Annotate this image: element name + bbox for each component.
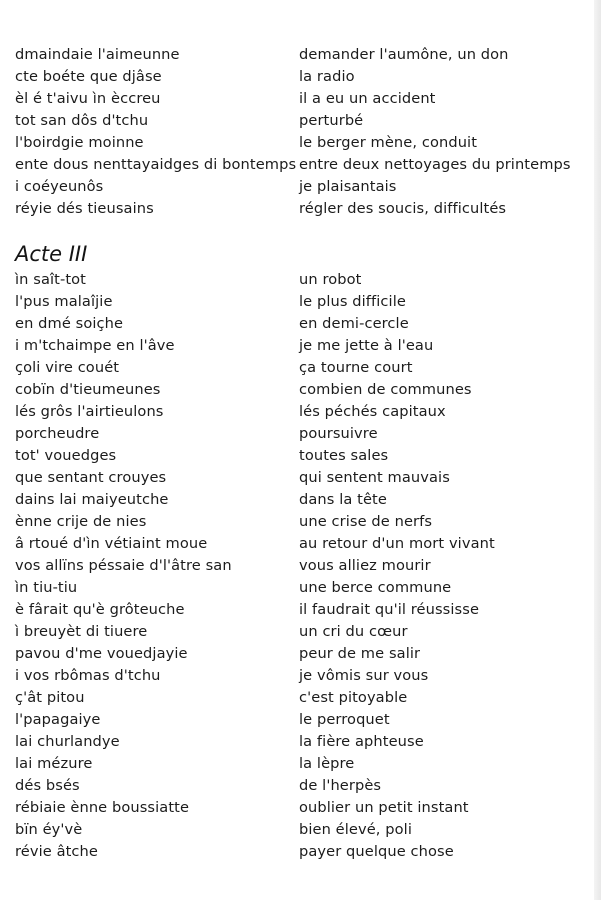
patois-term: i m'tchaimpe en l'âve (15, 337, 175, 354)
french-column-act (299, 269, 589, 863)
french-translation: poursuivre (299, 425, 378, 442)
patois-term: tot san dôs d'tchu (15, 112, 149, 129)
french-translation: perturbé (299, 112, 364, 129)
patois-term: ènne crije de nies (15, 513, 147, 530)
patois-term: ì breuyèt di tiuere (15, 623, 148, 640)
french-translation: il a eu un accident (299, 90, 436, 107)
patois-term: dés bsés (15, 777, 80, 794)
french-translation: la lèpre (299, 755, 355, 772)
french-translation: oublier un petit instant (299, 799, 469, 816)
french-translation: il faudrait qu'il réussisse (299, 601, 480, 618)
french-translation: c'est pitoyable (299, 689, 408, 706)
french-translation: le berger mène, conduit (299, 134, 478, 151)
page-edge-shadow (594, 0, 601, 900)
french-translation: une crise de nerfs (299, 513, 433, 530)
section-heading: Acte III (15, 242, 88, 266)
patois-term: lés grôs l'airtieulons (15, 403, 164, 420)
french-translation: bien élevé, poli (299, 821, 412, 838)
french-translation: entre deux nettoyages du printemps (299, 156, 571, 173)
patois-term: cobïn d'tieumeunes (15, 381, 161, 398)
french-translation: dans la tête (299, 491, 387, 508)
french-translation: demander l'aumône, un don (299, 46, 509, 63)
french-translation: de l'herpès (299, 777, 382, 794)
patois-term: i vos rbômas d'tchu (15, 667, 161, 684)
patois-term: ente dous nenttayaidges di bontemps (15, 156, 297, 173)
french-translation: peur de me salir (299, 645, 421, 662)
patois-term: â rtoué d'ìn vétiaint moue (15, 535, 208, 552)
patois-term: vos allïns péssaie d'l'âtre san (15, 557, 232, 574)
french-translation: un cri du cœur (299, 623, 408, 640)
patois-term: ìn tiu-tiu (15, 579, 78, 596)
french-translation: payer quelque chose (299, 843, 454, 860)
french-translation: au retour d'un mort vivant (299, 535, 495, 552)
patois-term: i coéyeunôs (15, 178, 104, 195)
french-translation: le plus difficile (299, 293, 406, 310)
french-translation: régler des soucis, difficultés (299, 200, 507, 217)
patois-term: porcheudre (15, 425, 100, 442)
patois-term: en dmé soiçhe (15, 315, 124, 332)
patois-term: è fârait qu'è grôteuche (15, 601, 185, 618)
patois-term: dmaindaie l'aimeunne (15, 46, 180, 63)
patois-term: lai mézure (15, 755, 93, 772)
patois-term: tot' vouedges (15, 447, 117, 464)
french-translation: vous alliez mourir (299, 557, 431, 574)
french-translation: la fière aphteuse (299, 733, 424, 750)
french-translation: combien de communes (299, 381, 472, 398)
french-translation: une berce commune (299, 579, 452, 596)
french-translation: je plaisantais (299, 178, 397, 195)
patois-term: bïn éy'vè (15, 821, 83, 838)
french-translation: je vômis sur vous (299, 667, 429, 684)
french-translation: toutes sales (299, 447, 389, 464)
patois-term: dains lai maiyeutche (15, 491, 169, 508)
french-column-top (299, 44, 589, 220)
french-translation: la radio (299, 68, 355, 85)
french-translation: le perroquet (299, 711, 390, 728)
patois-term: èl é t'aivu ìn èccreu (15, 90, 161, 107)
patois-term: l'boirdgie moinne (15, 134, 144, 151)
patois-term: que sentant crouyes (15, 469, 167, 486)
french-translation: lés péchés capitaux (299, 403, 446, 420)
french-translation: un robot (299, 271, 362, 288)
patois-term: çoli vire couét (15, 359, 120, 376)
patois-term: rébiaie ènne boussiatte (15, 799, 190, 816)
patois-column-act (15, 269, 305, 863)
french-translation: qui sentent mauvais (299, 469, 450, 486)
patois-column-top (15, 44, 305, 220)
french-translation: je me jette à l'eau (299, 337, 434, 354)
french-translation: ça tourne court (299, 359, 413, 376)
patois-term: ìn saît-tot (15, 271, 87, 288)
patois-term: l'papagaiye (15, 711, 101, 728)
patois-term: ç'ât pitou (15, 689, 85, 706)
french-translation: en demi-cercle (299, 315, 409, 332)
patois-term: pavou d'me vouedjayie (15, 645, 188, 662)
patois-term: lai churlandye (15, 733, 120, 750)
patois-term: l'pus malaîjie (15, 293, 113, 310)
patois-term: cte boéte que djâse (15, 68, 162, 85)
patois-term: révie âtche (15, 843, 98, 860)
patois-term: réyie dés tieusains (15, 200, 154, 217)
